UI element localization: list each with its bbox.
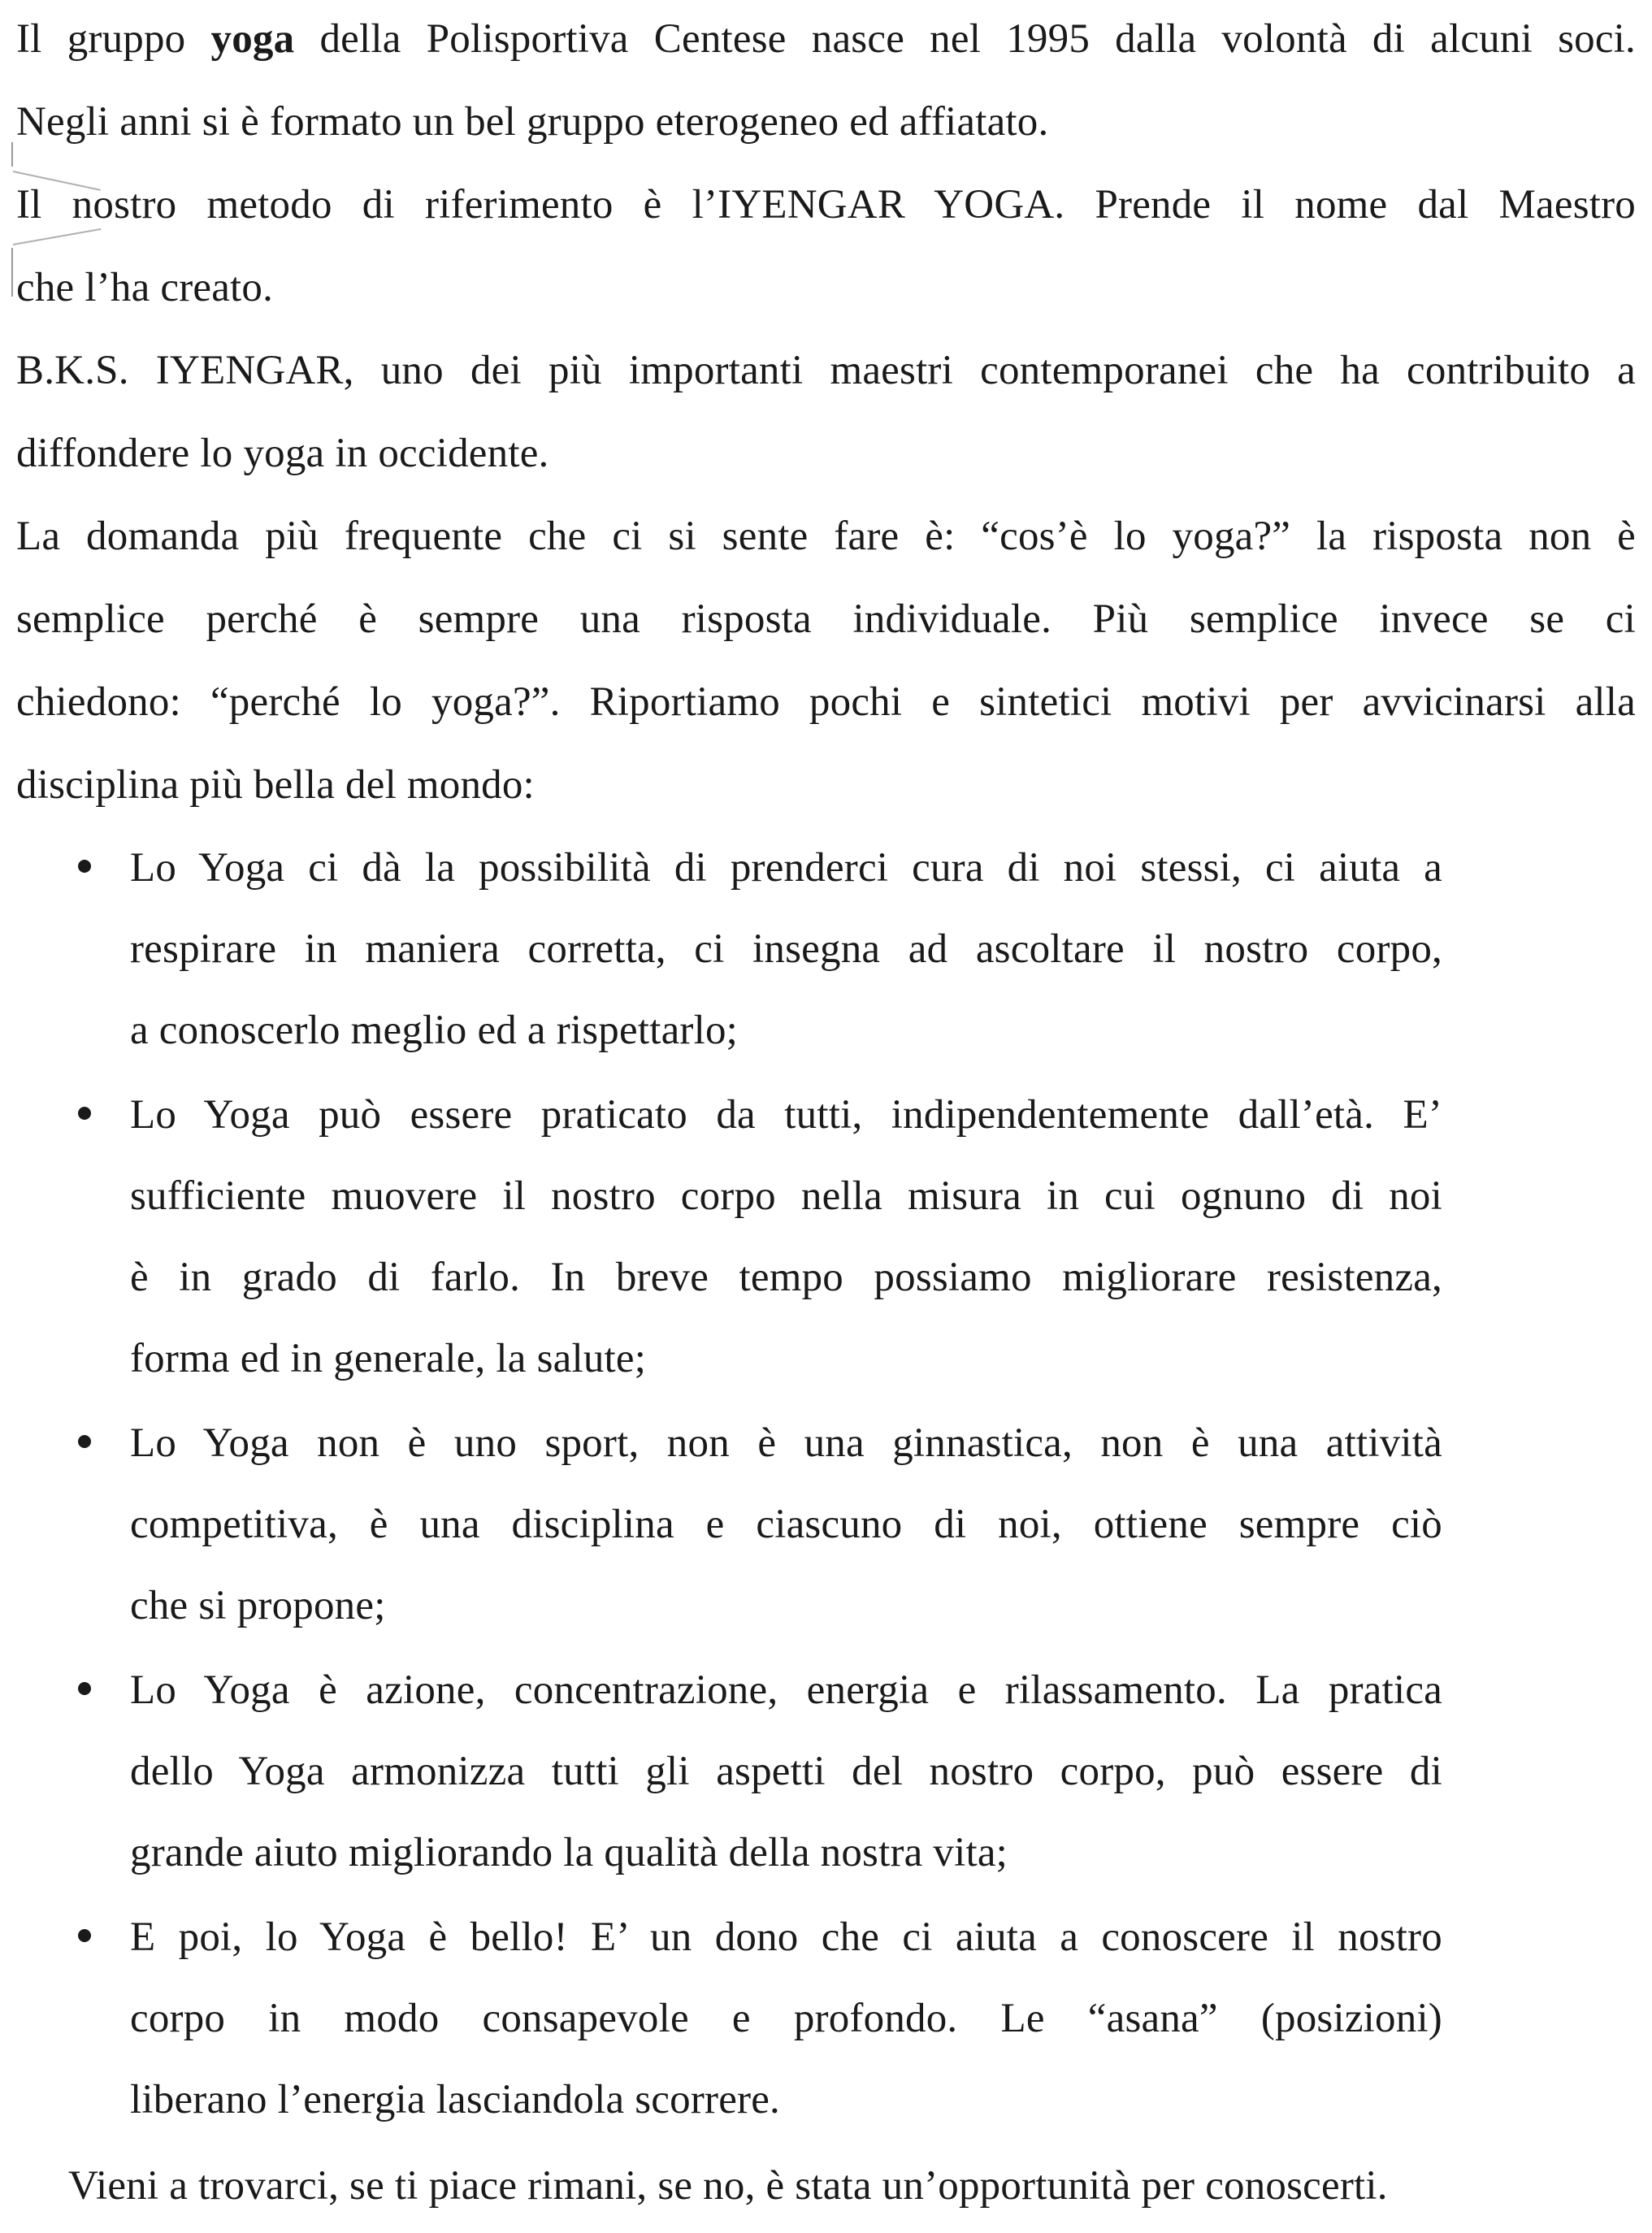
bullet-icon [78,1107,91,1120]
bullet-line: corpo in modo consapevole e profondo. Le “asana” (posizioni) [130,1996,1442,2041]
bullet-line: respirare in maniera corretta, ci insegna ad ascoltare il nostro corpo, [130,926,1442,972]
bullet-line: E poi, lo Yoga è bello! E’ un dono che ci aiuta a conoscere il nostro [130,1914,1442,1960]
bullet-line: grande aiuto migliorando la qualità della nostra vita; [130,1830,1008,1875]
bullet-line: Lo Yoga può essere praticato da tutti, indipendentemente dall’età. E’ [130,1092,1442,1138]
bullet-line: Lo Yoga non è uno sport, non è una ginnastica, non è una attività [130,1420,1442,1466]
scan-artifact [11,248,13,297]
bullet-line: a conoscerlo meglio ed a rispettarlo; [130,1008,739,1053]
paragraph-line: che l’ha creato. [16,265,274,310]
bullet-line: sufficiente muovere il nostro corpo nella misura in cui ognuno di noi [130,1173,1442,1219]
text-run: della Polisportiva Centese nasce nel 1995 dalla volontà di alcuni soci. [294,16,1637,62]
bullet-line: liberano l’energia lasciandola scorrere. [130,2077,780,2122]
bullet-icon [78,1929,91,1942]
text-run: Il gruppo [16,16,211,62]
bullet-icon [78,860,91,873]
paragraph-line: B.K.S. IYENGAR, uno dei più importanti maestri contemporanei che ha contribuito a [16,348,1636,393]
bullet-line: Lo Yoga è azione, concentrazione, energia e rilassamento. La pratica [130,1667,1442,1713]
scan-artifact [11,142,13,167]
closing-line: Vieni a trovarci, se ti piace rimani, se no, è stata un’opportunità per conoscerti. [68,2163,1388,2209]
bullet-icon [78,1682,91,1695]
paragraph-line [16,15,1636,63]
paragraph-line: Il nostro metodo di riferimento è l’IYENGAR YOGA. Prende il nome dal Maestro [16,182,1636,228]
paragraph-line: semplice perché è sempre una risposta individuale. Più semplice invece se ci [16,596,1636,642]
bullet-icon [78,1435,91,1448]
paragraph-line: chiedono: “perché lo yoga?”. Riportiamo pochi e sintetici motivi per avvicinarsi alla [16,679,1636,725]
bullet-line: Lo Yoga ci dà la possibilità di prenderci cura di noi stessi, ci aiuta a [130,845,1442,891]
bullet-line: competitiva, è una disciplina e ciascuno di noi, ottiene sempre ciò [130,1502,1442,1547]
bold-text-run: yoga [210,16,295,62]
bullet-line: forma ed in generale, la salute; [130,1336,647,1381]
bullet-line: che si propone; [130,1583,386,1628]
paragraph-line: La domanda più frequente che ci si sente fare è: “cos’è lo yoga?” la risposta non è [16,514,1636,559]
bullet-line: dello Yoga armonizza tutti gli aspetti del nostro corpo, può essere di [130,1749,1442,1794]
scan-artifact [13,228,102,245]
paragraph-line: Negli anni si è formato un bel gruppo eterogeneo ed affiatato. [16,99,1049,145]
paragraph-line: diffondere lo yoga in occidente. [16,431,549,476]
paragraph-line: disciplina più bella del mondo: [16,762,535,808]
bullet-line: è in grado di farlo. In breve tempo possiamo migliorare resistenza, [130,1255,1442,1300]
